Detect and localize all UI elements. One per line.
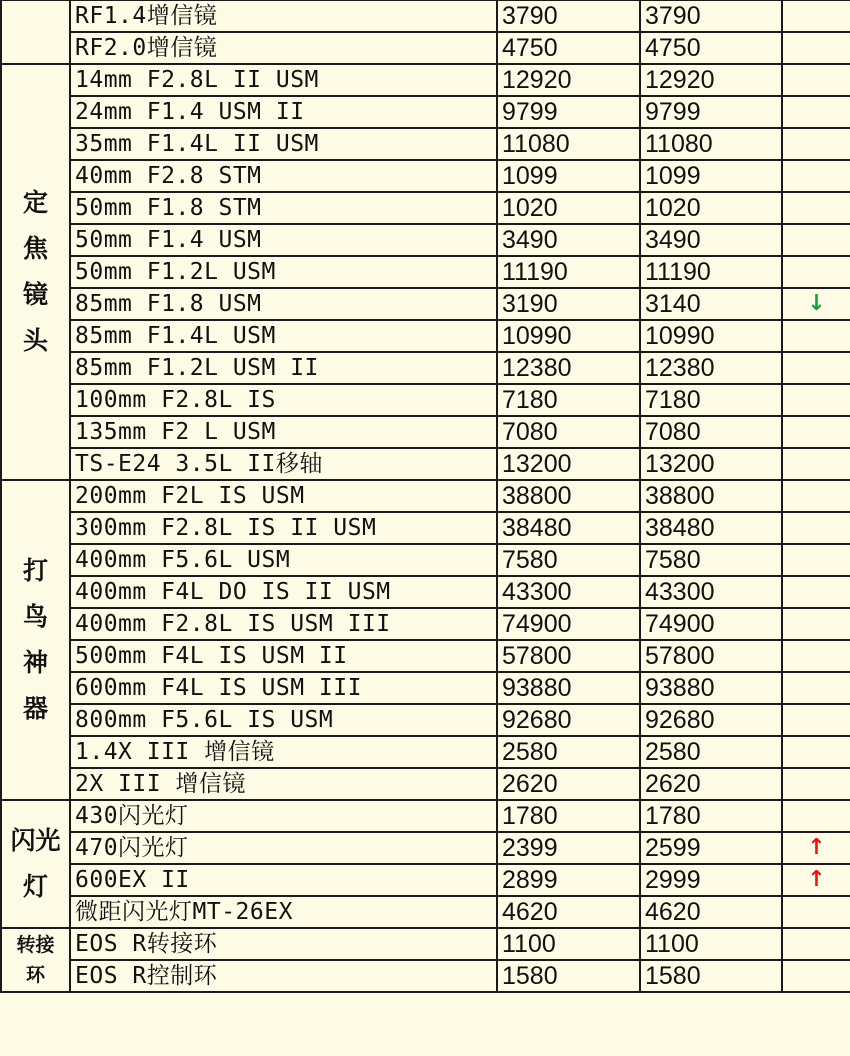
old-price-cell: 2399 [497, 832, 640, 864]
new-price-cell: 10990 [640, 320, 782, 352]
old-price-cell: 1099 [497, 160, 640, 192]
old-price-cell: 38480 [497, 512, 640, 544]
old-price-cell: 12380 [497, 352, 640, 384]
table-row [1, 576, 850, 608]
old-price-cell: 10990 [497, 320, 640, 352]
trend-cell [782, 448, 850, 480]
product-name-cell: RF1.4增信镜 [70, 0, 497, 32]
old-price-cell: 3790 [497, 0, 640, 32]
old-price-cell: 57800 [497, 640, 640, 672]
product-name-cell: 135mm F2 L USM [70, 416, 497, 448]
table-row [1, 256, 850, 288]
new-price-cell: 11190 [640, 256, 782, 288]
trend-cell [782, 576, 850, 608]
product-name-cell: 14mm F2.8L II USM [70, 64, 497, 96]
trend-cell [782, 32, 850, 64]
product-name-cell: 2X III 增信镜 [70, 768, 497, 800]
trend-cell [782, 224, 850, 256]
trend-cell: ↑ [782, 832, 850, 864]
product-name-cell: 50mm F1.4 USM [70, 224, 497, 256]
table-row [1, 96, 850, 128]
new-price-cell: 43300 [640, 576, 782, 608]
trend-cell [782, 704, 850, 736]
product-name-cell: 800mm F5.6L IS USM [70, 704, 497, 736]
old-price-cell: 11080 [497, 128, 640, 160]
old-price-cell: 93880 [497, 672, 640, 704]
category-cell [1, 800, 70, 928]
table-row [1, 32, 850, 64]
old-price-cell: 7080 [497, 416, 640, 448]
table-row [1, 608, 850, 640]
old-price-cell: 7180 [497, 384, 640, 416]
new-price-cell: 7080 [640, 416, 782, 448]
table-row [1, 896, 850, 928]
new-price-cell: 4750 [640, 32, 782, 64]
trend-cell [782, 896, 850, 928]
category-label: 闪光灯 [10, 826, 61, 901]
table-row [1, 672, 850, 704]
trend-cell [782, 480, 850, 512]
new-price-cell: 1099 [640, 160, 782, 192]
trend-cell [782, 64, 850, 96]
product-name-cell: 85mm F1.2L USM II [70, 352, 497, 384]
table-row [1, 704, 850, 736]
product-name-cell: 100mm F2.8L IS [70, 384, 497, 416]
table-row [1, 352, 850, 384]
product-name-cell: 50mm F1.8 STM [70, 192, 497, 224]
category-label: 转接环 [16, 934, 55, 986]
product-name-cell: 85mm F1.4L USM [70, 320, 497, 352]
table-row [1, 224, 850, 256]
old-price-cell: 3490 [497, 224, 640, 256]
product-name-cell: 24mm F1.4 USM II [70, 96, 497, 128]
old-price-cell: 12920 [497, 64, 640, 96]
old-price-cell: 2899 [497, 864, 640, 896]
trend-cell [782, 352, 850, 384]
new-price-cell: 57800 [640, 640, 782, 672]
trend-cell [782, 928, 850, 960]
new-price-cell: 12380 [640, 352, 782, 384]
trend-cell [782, 672, 850, 704]
table-row [1, 544, 850, 576]
new-price-cell: 2620 [640, 768, 782, 800]
table-row [1, 320, 850, 352]
product-name-cell: 300mm F2.8L IS II USM [70, 512, 497, 544]
product-name-cell: 85mm F1.8 USM [70, 288, 497, 320]
product-name-cell: RF2.0增信镜 [70, 32, 497, 64]
trend-cell [782, 640, 850, 672]
new-price-cell: 7580 [640, 544, 782, 576]
old-price-cell: 1020 [497, 192, 640, 224]
new-price-cell: 2599 [640, 832, 782, 864]
old-price-cell: 4750 [497, 32, 640, 64]
trend-cell [782, 384, 850, 416]
product-name-cell: 600EX II [70, 864, 497, 896]
trend-cell [782, 736, 850, 768]
table-row [1, 512, 850, 544]
new-price-cell: 7180 [640, 384, 782, 416]
new-price-cell: 3140 [640, 288, 782, 320]
table-row [1, 160, 850, 192]
trend-cell [782, 256, 850, 288]
price-table-body [1, 0, 850, 992]
old-price-cell: 1100 [497, 928, 640, 960]
old-price-cell: 13200 [497, 448, 640, 480]
product-name-cell: 微距闪光灯MT-26EX [70, 896, 497, 928]
old-price-cell: 4620 [497, 896, 640, 928]
category-cell [1, 928, 70, 992]
old-price-cell: 74900 [497, 608, 640, 640]
trend-cell [782, 192, 850, 224]
table-row [1, 928, 850, 960]
trend-cell [782, 608, 850, 640]
product-name-cell: 600mm F4L IS USM III [70, 672, 497, 704]
old-price-cell: 7580 [497, 544, 640, 576]
trend-cell: ↑ [782, 864, 850, 896]
old-price-cell: 92680 [497, 704, 640, 736]
new-price-cell: 1100 [640, 928, 782, 960]
table-row [1, 768, 850, 800]
old-price-cell: 1580 [497, 960, 640, 992]
product-name-cell: 1.4X III 增信镜 [70, 736, 497, 768]
table-row [1, 832, 850, 864]
new-price-cell: 11080 [640, 128, 782, 160]
old-price-cell: 2580 [497, 736, 640, 768]
new-price-cell: 74900 [640, 608, 782, 640]
table-row [1, 960, 850, 992]
new-price-cell: 12920 [640, 64, 782, 96]
trend-cell [782, 544, 850, 576]
table-row [1, 0, 850, 32]
trend-cell [782, 416, 850, 448]
table-row [1, 480, 850, 512]
product-name-cell: 470闪光灯 [70, 832, 497, 864]
category-label: 打鸟神器 [22, 556, 48, 723]
category-cell [1, 0, 70, 64]
table-row [1, 800, 850, 832]
trend-cell: ↓ [782, 288, 850, 320]
trend-cell [782, 128, 850, 160]
table-row [1, 384, 850, 416]
table-row [1, 736, 850, 768]
product-name-cell: 400mm F4L DO IS II USM [70, 576, 497, 608]
trend-cell [782, 800, 850, 832]
old-price-cell: 43300 [497, 576, 640, 608]
product-name-cell: 500mm F4L IS USM II [70, 640, 497, 672]
new-price-cell: 3490 [640, 224, 782, 256]
new-price-cell: 2999 [640, 864, 782, 896]
table-row [1, 128, 850, 160]
trend-cell [782, 320, 850, 352]
table-row [1, 448, 850, 480]
product-name-cell: 35mm F1.4L II USM [70, 128, 497, 160]
product-name-cell: EOS R转接环 [70, 928, 497, 960]
old-price-cell: 2620 [497, 768, 640, 800]
old-price-cell: 9799 [497, 96, 640, 128]
product-name-cell: 400mm F2.8L IS USM III [70, 608, 497, 640]
trend-cell [782, 0, 850, 32]
new-price-cell: 38480 [640, 512, 782, 544]
old-price-cell: 38800 [497, 480, 640, 512]
table-row [1, 416, 850, 448]
trend-cell [782, 96, 850, 128]
new-price-cell: 1020 [640, 192, 782, 224]
old-price-cell: 11190 [497, 256, 640, 288]
product-name-cell: 40mm F2.8 STM [70, 160, 497, 192]
new-price-cell: 93880 [640, 672, 782, 704]
new-price-cell: 4620 [640, 896, 782, 928]
product-name-cell: 400mm F5.6L USM [70, 544, 497, 576]
category-label: 定焦镜头 [22, 188, 48, 355]
product-name-cell: 200mm F2L IS USM [70, 480, 497, 512]
category-cell [1, 480, 70, 800]
product-name-cell: EOS R控制环 [70, 960, 497, 992]
trend-cell [782, 768, 850, 800]
trend-cell [782, 960, 850, 992]
new-price-cell: 1780 [640, 800, 782, 832]
table-row [1, 192, 850, 224]
new-price-cell: 13200 [640, 448, 782, 480]
new-price-cell: 3790 [640, 0, 782, 32]
new-price-cell: 92680 [640, 704, 782, 736]
product-name-cell: TS-E24 3.5L II移轴 [70, 448, 497, 480]
table-row [1, 288, 850, 320]
table-row [1, 864, 850, 896]
old-price-cell: 3190 [497, 288, 640, 320]
trend-cell [782, 512, 850, 544]
product-name-cell: 50mm F1.2L USM [70, 256, 497, 288]
new-price-cell: 1580 [640, 960, 782, 992]
table-row [1, 64, 850, 96]
new-price-cell: 38800 [640, 480, 782, 512]
product-name-cell: 430闪光灯 [70, 800, 497, 832]
trend-cell [782, 160, 850, 192]
category-cell [1, 64, 70, 480]
new-price-cell: 9799 [640, 96, 782, 128]
table-row [1, 640, 850, 672]
new-price-cell: 2580 [640, 736, 782, 768]
old-price-cell: 1780 [497, 800, 640, 832]
